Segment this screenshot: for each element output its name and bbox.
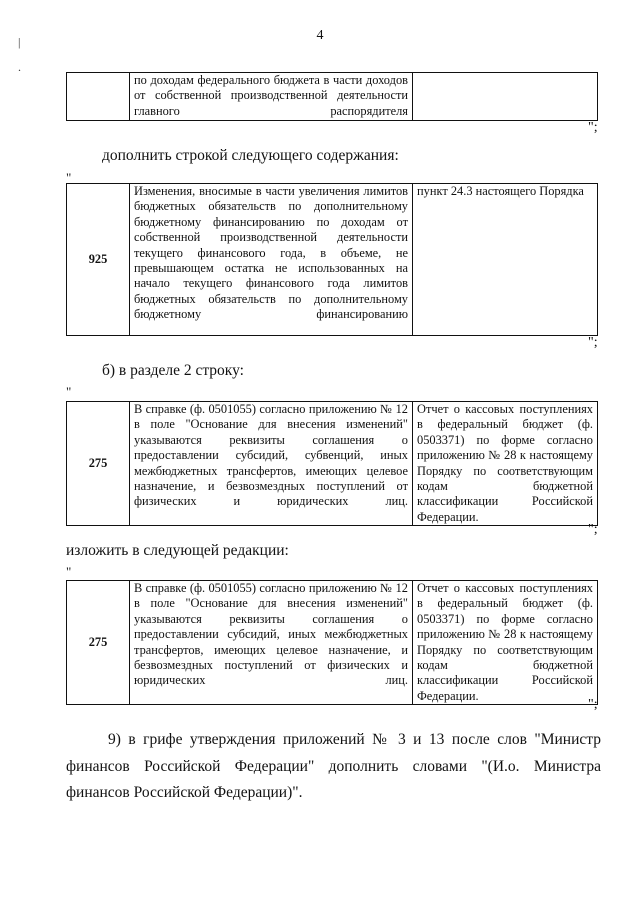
table-row-275-old xyxy=(66,401,598,526)
top-table-fragment xyxy=(66,72,598,121)
row-basis: пункт 24.3 настоящего Порядка xyxy=(413,184,598,336)
restate-instruction: изложить в следующей редакции: xyxy=(66,542,289,559)
open-quote: " xyxy=(66,384,72,399)
row-description: Изменения, вносимые в части увеличения лимитов бюджетных обязательств по дополнительному бюджетному финансированию по доходам от собственной производственной деятельности текущего финансового года, в объеме, не превышающем остатка не использованных на начало текущего финансового года лимитов бюджетных обязательств по дополнительному бюджетному финансированию xyxy=(130,184,413,336)
row-basis: Отчет о кассовых поступлениях в федеральный бюджет (ф. 0503371) по форме согласно приложению № 28 к настоящему Порядку по соответствующим кодам бюджетной классификации Российской Федерации. xyxy=(413,581,598,705)
page-number: 4 xyxy=(316,28,324,43)
row-code: 275 xyxy=(67,581,130,705)
row-code: 275 xyxy=(67,402,130,526)
margin-tick: . xyxy=(18,60,21,74)
row-basis: Отчет о кассовых поступлениях в федеральный бюджет (ф. 0503371) по форме согласно приложению № 28 к настоящему Порядку по соответствующим кодам бюджетной классификации Российской Федерации. xyxy=(413,402,598,526)
final-paragraph: 9) в грифе утверждения приложений № 3 и 13 после слов "Министр финансов Российской Федерации" дополнить словами "(И.о. Министра финансов Российской Федерации)". xyxy=(66,731,601,801)
top-table-code-cell xyxy=(67,73,130,121)
margin-tick: | xyxy=(18,35,21,49)
row-code: 925 xyxy=(67,184,130,336)
table-row-925 xyxy=(66,183,598,336)
row-description: В справке (ф. 0501055) согласно приложению № 12 в поле "Основание для внесения изменений" указываются реквизиты соглашения о предоставлении субсидий, субвенций, иных межбюджетных трансфертов, имеющих целевое назначение, и безвозмездных поступлений от физических и юридических лиц. xyxy=(130,402,413,526)
close-quote: "; xyxy=(588,120,598,135)
table-row-275-new xyxy=(66,580,598,705)
close-quote: "; xyxy=(588,697,598,712)
row-description: В справке (ф. 0501055) согласно приложению № 12 в поле "Основание для внесения изменений" указываются реквизиты соглашения о предоставлении субсидий, иных межбюджетных трансфертов, имеющих целевое назначение, и безвозмездных поступлений от физических и юридических лиц. xyxy=(130,581,413,705)
add-row-instruction: дополнить строкой следующего содержания: xyxy=(102,147,399,164)
section-b-instruction: б) в разделе 2 строку: xyxy=(102,362,244,379)
open-quote: " xyxy=(66,564,72,579)
close-quote: "; xyxy=(588,522,598,537)
open-quote: " xyxy=(66,170,72,185)
close-quote: "; xyxy=(588,335,598,350)
top-table-middle-cell: по доходам федерального бюджета в части доходов от собственной производственной деятельности главного распорядителя xyxy=(130,73,413,121)
top-table-right-cell xyxy=(413,73,598,121)
